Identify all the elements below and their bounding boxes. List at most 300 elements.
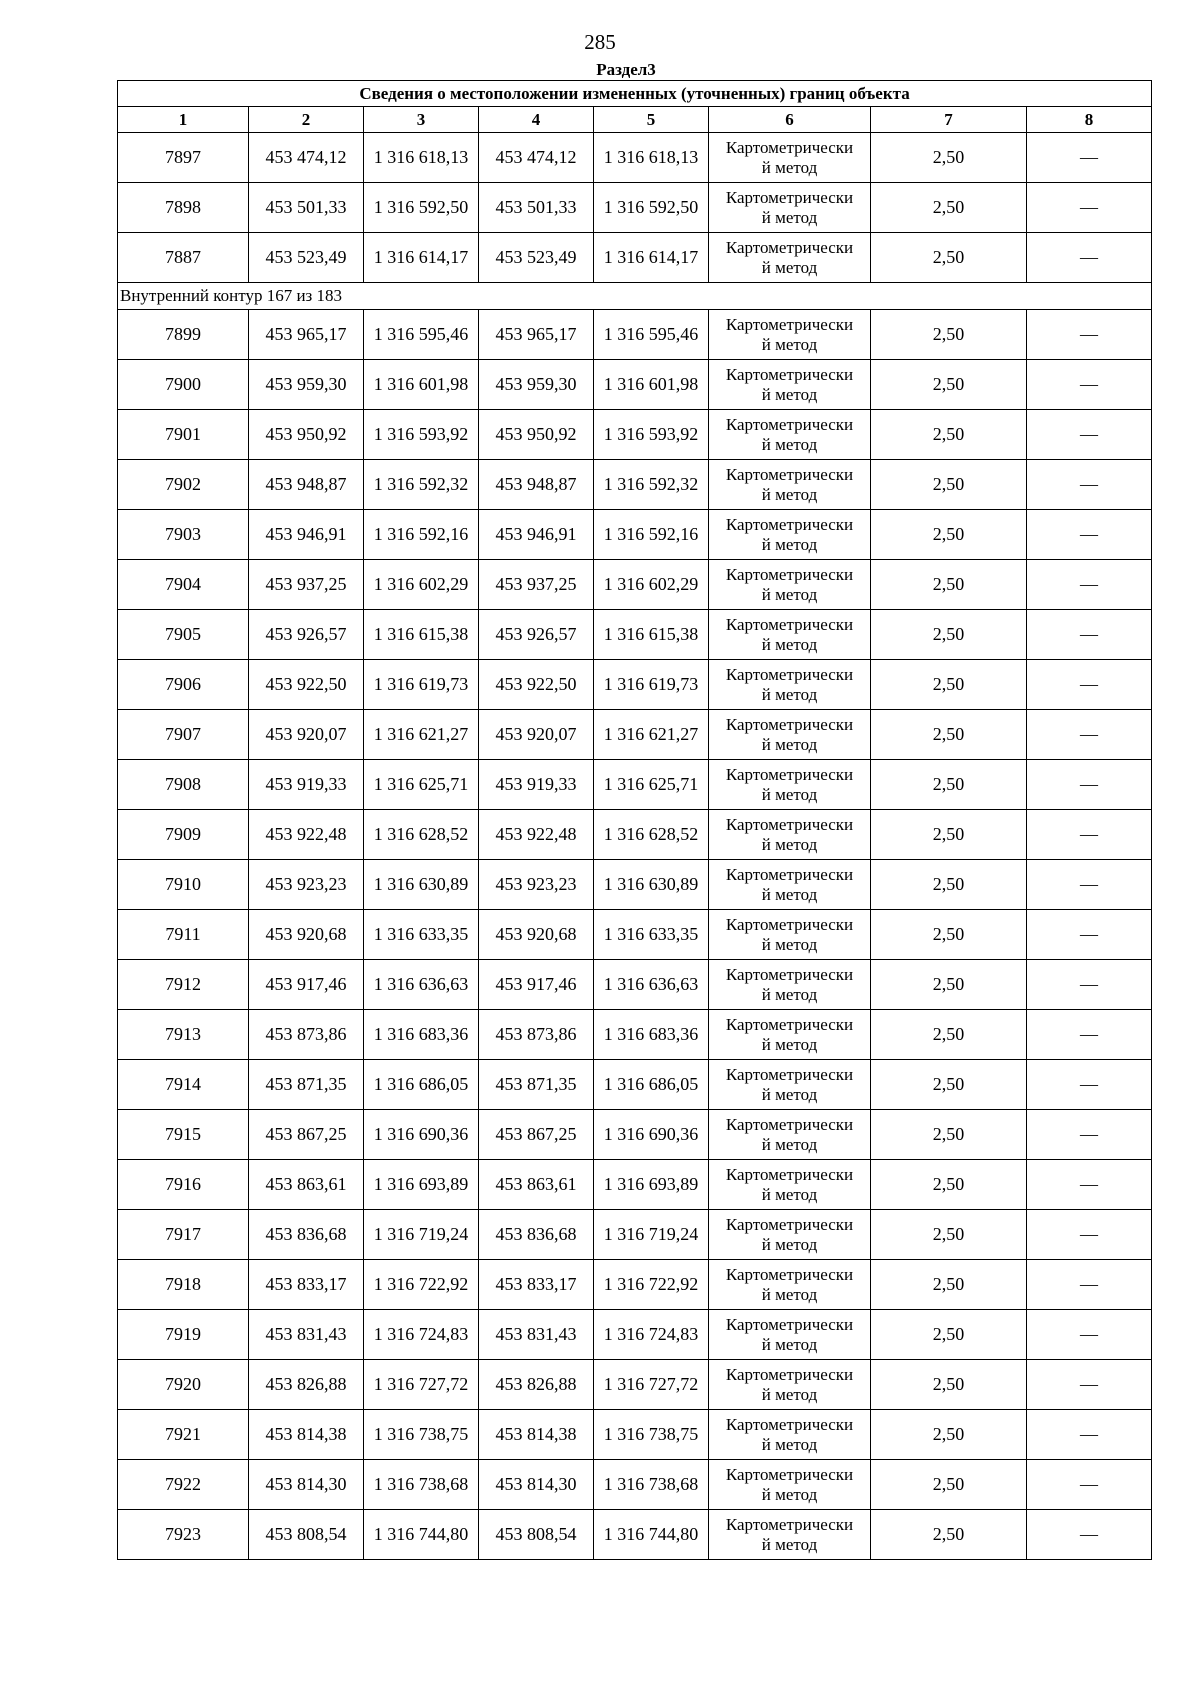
x-new-cell: 453 501,33 [479, 183, 594, 233]
table-row [118, 460, 1152, 510]
accuracy-cell: 2,50 [871, 910, 1027, 960]
point-number-cell: 7887 [118, 233, 249, 283]
x-old-cell: 453 814,30 [249, 1460, 364, 1510]
method-cell [709, 510, 871, 560]
method-line-1: Картометрически [725, 137, 854, 157]
x-new-cell: 453 926,57 [479, 610, 594, 660]
method-cell [709, 1160, 871, 1210]
column-header: 5 [594, 107, 709, 133]
method-line-1: Картометрически [725, 1014, 854, 1034]
point-number-cell: 7901 [118, 410, 249, 460]
x-new-cell: 453 922,48 [479, 810, 594, 860]
note-cell: — [1027, 1410, 1152, 1460]
note-cell: — [1027, 860, 1152, 910]
point-number-cell: 7923 [118, 1510, 249, 1560]
method-line-2: й метод [761, 334, 818, 354]
y-new-cell: 1 316 614,17 [594, 233, 709, 283]
method-line-1: Картометрически [725, 914, 854, 934]
table-row [118, 1360, 1152, 1410]
method-cell [709, 760, 871, 810]
y-new-cell: 1 316 683,36 [594, 1010, 709, 1060]
x-new-cell: 453 950,92 [479, 410, 594, 460]
method-line-2: й метод [761, 1384, 818, 1404]
table-row [118, 760, 1152, 810]
x-old-cell: 453 920,07 [249, 710, 364, 760]
y-old-cell: 1 316 738,68 [364, 1460, 479, 1510]
note-cell: — [1027, 1310, 1152, 1360]
point-number-cell: 7921 [118, 1410, 249, 1460]
x-new-cell: 453 814,30 [479, 1460, 594, 1510]
table-row [118, 660, 1152, 710]
y-old-cell: 1 316 738,75 [364, 1410, 479, 1460]
table-row [118, 710, 1152, 760]
x-new-cell: 453 965,17 [479, 310, 594, 360]
method-line-1: Картометрически [725, 314, 854, 334]
x-new-cell: 453 917,46 [479, 960, 594, 1010]
x-new-cell: 453 920,68 [479, 910, 594, 960]
method-cell [709, 1410, 871, 1460]
method-cell [709, 410, 871, 460]
y-old-cell: 1 316 633,35 [364, 910, 479, 960]
method-line-1: Картометрически [725, 614, 854, 634]
method-line-1: Картометрически [725, 1114, 854, 1134]
method-line-2: й метод [761, 784, 818, 804]
method-line-2: й метод [761, 384, 818, 404]
table-row [118, 133, 1152, 183]
method-cell [709, 1010, 871, 1060]
contour-label: Внутренний контур 167 из 183 [118, 283, 1152, 310]
method-line-2: й метод [761, 1434, 818, 1454]
table-row [118, 810, 1152, 860]
note-cell: — [1027, 760, 1152, 810]
method-line-2: й метод [761, 1484, 818, 1504]
accuracy-cell: 2,50 [871, 860, 1027, 910]
method-cell [709, 1310, 871, 1360]
point-number-cell: 7912 [118, 960, 249, 1010]
column-header: 4 [479, 107, 594, 133]
y-new-cell: 1 316 602,29 [594, 560, 709, 610]
method-line-2: й метод [761, 1534, 818, 1554]
x-new-cell: 453 833,17 [479, 1260, 594, 1310]
accuracy-cell: 2,50 [871, 1110, 1027, 1160]
point-number-cell: 7910 [118, 860, 249, 910]
point-number-cell: 7916 [118, 1160, 249, 1210]
table-row [118, 960, 1152, 1010]
y-old-cell: 1 316 722,92 [364, 1260, 479, 1310]
note-cell: — [1027, 460, 1152, 510]
method-cell [709, 960, 871, 1010]
method-cell [709, 360, 871, 410]
method-cell [709, 133, 871, 183]
accuracy-cell: 2,50 [871, 610, 1027, 660]
x-old-cell: 453 826,88 [249, 1360, 364, 1410]
method-line-1: Картометрически [725, 664, 854, 684]
x-new-cell: 453 919,33 [479, 760, 594, 810]
point-number-cell: 7917 [118, 1210, 249, 1260]
point-number-cell: 7904 [118, 560, 249, 610]
accuracy-cell: 2,50 [871, 560, 1027, 610]
y-old-cell: 1 316 690,36 [364, 1110, 479, 1160]
table-row [118, 360, 1152, 410]
accuracy-cell: 2,50 [871, 1160, 1027, 1210]
table-row [118, 1260, 1152, 1310]
y-new-cell: 1 316 744,80 [594, 1510, 709, 1560]
x-old-cell: 453 922,50 [249, 660, 364, 710]
note-cell: — [1027, 660, 1152, 710]
method-line-2: й метод [761, 834, 818, 854]
accuracy-cell: 2,50 [871, 360, 1027, 410]
x-old-cell: 453 836,68 [249, 1210, 364, 1260]
y-new-cell: 1 316 636,63 [594, 960, 709, 1010]
note-cell: — [1027, 410, 1152, 460]
x-old-cell: 453 937,25 [249, 560, 364, 610]
note-cell: — [1027, 1460, 1152, 1510]
column-header: 8 [1027, 107, 1152, 133]
note-cell: — [1027, 1060, 1152, 1110]
method-line-1: Картометрически [725, 714, 854, 734]
method-line-2: й метод [761, 934, 818, 954]
note-cell: — [1027, 1360, 1152, 1410]
x-old-cell: 453 922,48 [249, 810, 364, 860]
method-cell [709, 233, 871, 283]
x-old-cell: 453 926,57 [249, 610, 364, 660]
note-cell: — [1027, 1210, 1152, 1260]
method-line-2: й метод [761, 157, 818, 177]
y-old-cell: 1 316 615,38 [364, 610, 479, 660]
x-new-cell: 453 836,68 [479, 1210, 594, 1260]
method-line-2: й метод [761, 884, 818, 904]
method-cell [709, 810, 871, 860]
point-number-cell: 7918 [118, 1260, 249, 1310]
accuracy-cell: 2,50 [871, 960, 1027, 1010]
x-new-cell: 453 920,07 [479, 710, 594, 760]
x-new-cell: 453 871,35 [479, 1060, 594, 1110]
point-number-cell: 7913 [118, 1010, 249, 1060]
method-line-1: Картометрически [725, 864, 854, 884]
table-row [118, 183, 1152, 233]
note-cell: — [1027, 1260, 1152, 1310]
y-old-cell: 1 316 614,17 [364, 233, 479, 283]
method-line-1: Картометрически [725, 414, 854, 434]
x-new-cell: 453 523,49 [479, 233, 594, 283]
method-cell [709, 1110, 871, 1160]
y-old-cell: 1 316 592,16 [364, 510, 479, 560]
table-body [118, 133, 1152, 1560]
x-new-cell: 453 948,87 [479, 460, 594, 510]
x-old-cell: 453 946,91 [249, 510, 364, 560]
method-line-1: Картометрически [725, 564, 854, 584]
y-old-cell: 1 316 686,05 [364, 1060, 479, 1110]
point-number-cell: 7907 [118, 710, 249, 760]
y-new-cell: 1 316 722,92 [594, 1260, 709, 1310]
page-number: 285 [584, 30, 616, 54]
table-row [118, 1210, 1152, 1260]
method-cell [709, 1460, 871, 1510]
accuracy-cell: 2,50 [871, 1310, 1027, 1360]
x-old-cell: 453 867,25 [249, 1110, 364, 1160]
method-line-2: й метод [761, 484, 818, 504]
y-old-cell: 1 316 628,52 [364, 810, 479, 860]
x-old-cell: 453 919,33 [249, 760, 364, 810]
accuracy-cell: 2,50 [871, 460, 1027, 510]
table-row [118, 310, 1152, 360]
x-old-cell: 453 863,61 [249, 1160, 364, 1210]
y-old-cell: 1 316 636,63 [364, 960, 479, 1010]
y-old-cell: 1 316 630,89 [364, 860, 479, 910]
x-old-cell: 453 959,30 [249, 360, 364, 410]
y-old-cell: 1 316 602,29 [364, 560, 479, 610]
table-row [118, 1410, 1152, 1460]
y-old-cell: 1 316 683,36 [364, 1010, 479, 1060]
accuracy-cell: 2,50 [871, 510, 1027, 560]
method-line-2: й метод [761, 984, 818, 1004]
accuracy-cell: 2,50 [871, 1510, 1027, 1560]
y-new-cell: 1 316 727,72 [594, 1360, 709, 1410]
y-old-cell: 1 316 724,83 [364, 1310, 479, 1360]
method-line-2: й метод [761, 434, 818, 454]
y-new-cell: 1 316 630,89 [594, 860, 709, 910]
table-row [118, 1310, 1152, 1360]
table-row [118, 1060, 1152, 1110]
y-old-cell: 1 316 595,46 [364, 310, 479, 360]
x-new-cell: 453 959,30 [479, 360, 594, 410]
method-line-1: Картометрически [725, 464, 854, 484]
y-new-cell: 1 316 592,50 [594, 183, 709, 233]
point-number-cell: 7908 [118, 760, 249, 810]
y-old-cell: 1 316 619,73 [364, 660, 479, 710]
note-cell: — [1027, 310, 1152, 360]
column-header: 1 [118, 107, 249, 133]
method-line-2: й метод [761, 1034, 818, 1054]
y-new-cell: 1 316 619,73 [594, 660, 709, 710]
contour-row [118, 283, 1152, 310]
method-cell [709, 910, 871, 960]
x-old-cell: 453 923,23 [249, 860, 364, 910]
y-new-cell: 1 316 592,32 [594, 460, 709, 510]
y-new-cell: 1 316 633,35 [594, 910, 709, 960]
method-line-2: й метод [761, 1334, 818, 1354]
method-line-2: й метод [761, 684, 818, 704]
method-line-1: Картометрически [725, 237, 854, 257]
x-old-cell: 453 808,54 [249, 1510, 364, 1560]
y-new-cell: 1 316 593,92 [594, 410, 709, 460]
method-cell [709, 1360, 871, 1410]
method-cell [709, 1510, 871, 1560]
y-old-cell: 1 316 601,98 [364, 360, 479, 410]
accuracy-cell: 2,50 [871, 810, 1027, 860]
method-line-1: Картометрически [725, 1514, 854, 1534]
method-cell [709, 610, 871, 660]
y-new-cell: 1 316 693,89 [594, 1160, 709, 1210]
method-line-1: Картометрически [725, 1464, 854, 1484]
note-cell: — [1027, 960, 1152, 1010]
table-row [118, 610, 1152, 660]
point-number-cell: 7903 [118, 510, 249, 560]
method-cell [709, 1260, 871, 1310]
column-header-row [118, 107, 1152, 133]
x-new-cell: 453 826,88 [479, 1360, 594, 1410]
column-header: 6 [709, 107, 871, 133]
section-title: Раздел3 [596, 60, 656, 79]
y-new-cell: 1 316 625,71 [594, 760, 709, 810]
x-old-cell: 453 965,17 [249, 310, 364, 360]
x-old-cell: 453 833,17 [249, 1260, 364, 1310]
point-number-cell: 7905 [118, 610, 249, 660]
method-line-1: Картометрически [725, 1264, 854, 1284]
point-number-cell: 7902 [118, 460, 249, 510]
accuracy-cell: 2,50 [871, 1260, 1027, 1310]
point-number-cell: 7914 [118, 1060, 249, 1110]
method-line-2: й метод [761, 1184, 818, 1204]
table-row [118, 1010, 1152, 1060]
x-old-cell: 453 948,87 [249, 460, 364, 510]
x-old-cell: 453 523,49 [249, 233, 364, 283]
point-number-cell: 7909 [118, 810, 249, 860]
method-line-1: Картометрически [725, 1414, 854, 1434]
method-line-2: й метод [761, 1134, 818, 1154]
x-new-cell: 453 922,50 [479, 660, 594, 710]
x-old-cell: 453 917,46 [249, 960, 364, 1010]
coordinates-table [117, 80, 1152, 1560]
method-line-1: Картометрически [725, 1314, 854, 1334]
note-cell: — [1027, 360, 1152, 410]
y-new-cell: 1 316 690,36 [594, 1110, 709, 1160]
method-cell [709, 860, 871, 910]
method-line-1: Картометрически [725, 364, 854, 384]
y-old-cell: 1 316 625,71 [364, 760, 479, 810]
y-old-cell: 1 316 719,24 [364, 1210, 479, 1260]
table-title: Сведения о местоположении измененных (уточненных) границ объекта [118, 81, 1152, 107]
point-number-cell: 7922 [118, 1460, 249, 1510]
method-line-1: Картометрически [725, 1064, 854, 1084]
table-row [118, 910, 1152, 960]
x-new-cell: 453 867,25 [479, 1110, 594, 1160]
y-new-cell: 1 316 592,16 [594, 510, 709, 560]
note-cell: — [1027, 1160, 1152, 1210]
accuracy-cell: 2,50 [871, 183, 1027, 233]
table-row [118, 1160, 1152, 1210]
method-line-1: Картометрически [725, 1164, 854, 1184]
accuracy-cell: 2,50 [871, 1010, 1027, 1060]
y-new-cell: 1 316 601,98 [594, 360, 709, 410]
method-line-1: Картометрически [725, 964, 854, 984]
method-line-2: й метод [761, 1234, 818, 1254]
x-old-cell: 453 920,68 [249, 910, 364, 960]
x-new-cell: 453 814,38 [479, 1410, 594, 1460]
note-cell: — [1027, 610, 1152, 660]
method-line-2: й метод [761, 257, 818, 277]
point-number-cell: 7911 [118, 910, 249, 960]
method-cell [709, 560, 871, 610]
point-number-cell: 7900 [118, 360, 249, 410]
accuracy-cell: 2,50 [871, 310, 1027, 360]
note-cell: — [1027, 710, 1152, 760]
y-new-cell: 1 316 621,27 [594, 710, 709, 760]
column-header: 7 [871, 107, 1027, 133]
y-new-cell: 1 316 738,75 [594, 1410, 709, 1460]
method-line-1: Картометрически [725, 764, 854, 784]
method-cell [709, 660, 871, 710]
table-row [118, 1110, 1152, 1160]
note-cell: — [1027, 233, 1152, 283]
accuracy-cell: 2,50 [871, 1060, 1027, 1110]
note-cell: — [1027, 1510, 1152, 1560]
x-new-cell: 453 863,61 [479, 1160, 594, 1210]
method-cell [709, 1060, 871, 1110]
point-number-cell: 7920 [118, 1360, 249, 1410]
x-new-cell: 453 873,86 [479, 1010, 594, 1060]
x-new-cell: 453 946,91 [479, 510, 594, 560]
note-cell: — [1027, 560, 1152, 610]
accuracy-cell: 2,50 [871, 660, 1027, 710]
table-row [118, 410, 1152, 460]
point-number-cell: 7898 [118, 183, 249, 233]
x-old-cell: 453 501,33 [249, 183, 364, 233]
y-new-cell: 1 316 738,68 [594, 1460, 709, 1510]
point-number-cell: 7915 [118, 1110, 249, 1160]
accuracy-cell: 2,50 [871, 710, 1027, 760]
accuracy-cell: 2,50 [871, 410, 1027, 460]
table-row [118, 1510, 1152, 1560]
point-number-cell: 7906 [118, 660, 249, 710]
point-number-cell: 7897 [118, 133, 249, 183]
x-old-cell: 453 950,92 [249, 410, 364, 460]
y-new-cell: 1 316 686,05 [594, 1060, 709, 1110]
accuracy-cell: 2,50 [871, 133, 1027, 183]
note-cell: — [1027, 1110, 1152, 1160]
note-cell: — [1027, 910, 1152, 960]
note-cell: — [1027, 510, 1152, 560]
table-row [118, 860, 1152, 910]
method-line-2: й метод [761, 634, 818, 654]
table-row [118, 233, 1152, 283]
method-line-1: Картометрически [725, 514, 854, 534]
y-new-cell: 1 316 618,13 [594, 133, 709, 183]
accuracy-cell: 2,50 [871, 1210, 1027, 1260]
x-new-cell: 453 831,43 [479, 1310, 594, 1360]
x-old-cell: 453 814,38 [249, 1410, 364, 1460]
method-cell [709, 310, 871, 360]
y-old-cell: 1 316 621,27 [364, 710, 479, 760]
x-new-cell: 453 474,12 [479, 133, 594, 183]
y-new-cell: 1 316 615,38 [594, 610, 709, 660]
column-header: 2 [249, 107, 364, 133]
method-line-2: й метод [761, 1084, 818, 1104]
accuracy-cell: 2,50 [871, 1410, 1027, 1460]
method-line-1: Картометрически [725, 1214, 854, 1234]
accuracy-cell: 2,50 [871, 1460, 1027, 1510]
y-new-cell: 1 316 719,24 [594, 1210, 709, 1260]
note-cell: — [1027, 810, 1152, 860]
y-old-cell: 1 316 592,50 [364, 183, 479, 233]
table-row [118, 1460, 1152, 1510]
y-new-cell: 1 316 628,52 [594, 810, 709, 860]
y-new-cell: 1 316 724,83 [594, 1310, 709, 1360]
method-line-1: Картометрически [725, 814, 854, 834]
x-old-cell: 453 871,35 [249, 1060, 364, 1110]
y-old-cell: 1 316 592,32 [364, 460, 479, 510]
method-line-2: й метод [761, 534, 818, 554]
method-cell [709, 183, 871, 233]
y-old-cell: 1 316 727,72 [364, 1360, 479, 1410]
x-old-cell: 453 831,43 [249, 1310, 364, 1360]
y-new-cell: 1 316 595,46 [594, 310, 709, 360]
accuracy-cell: 2,50 [871, 760, 1027, 810]
method-cell [709, 1210, 871, 1260]
x-new-cell: 453 923,23 [479, 860, 594, 910]
method-line-1: Картометрически [725, 1364, 854, 1384]
accuracy-cell: 2,50 [871, 1360, 1027, 1410]
